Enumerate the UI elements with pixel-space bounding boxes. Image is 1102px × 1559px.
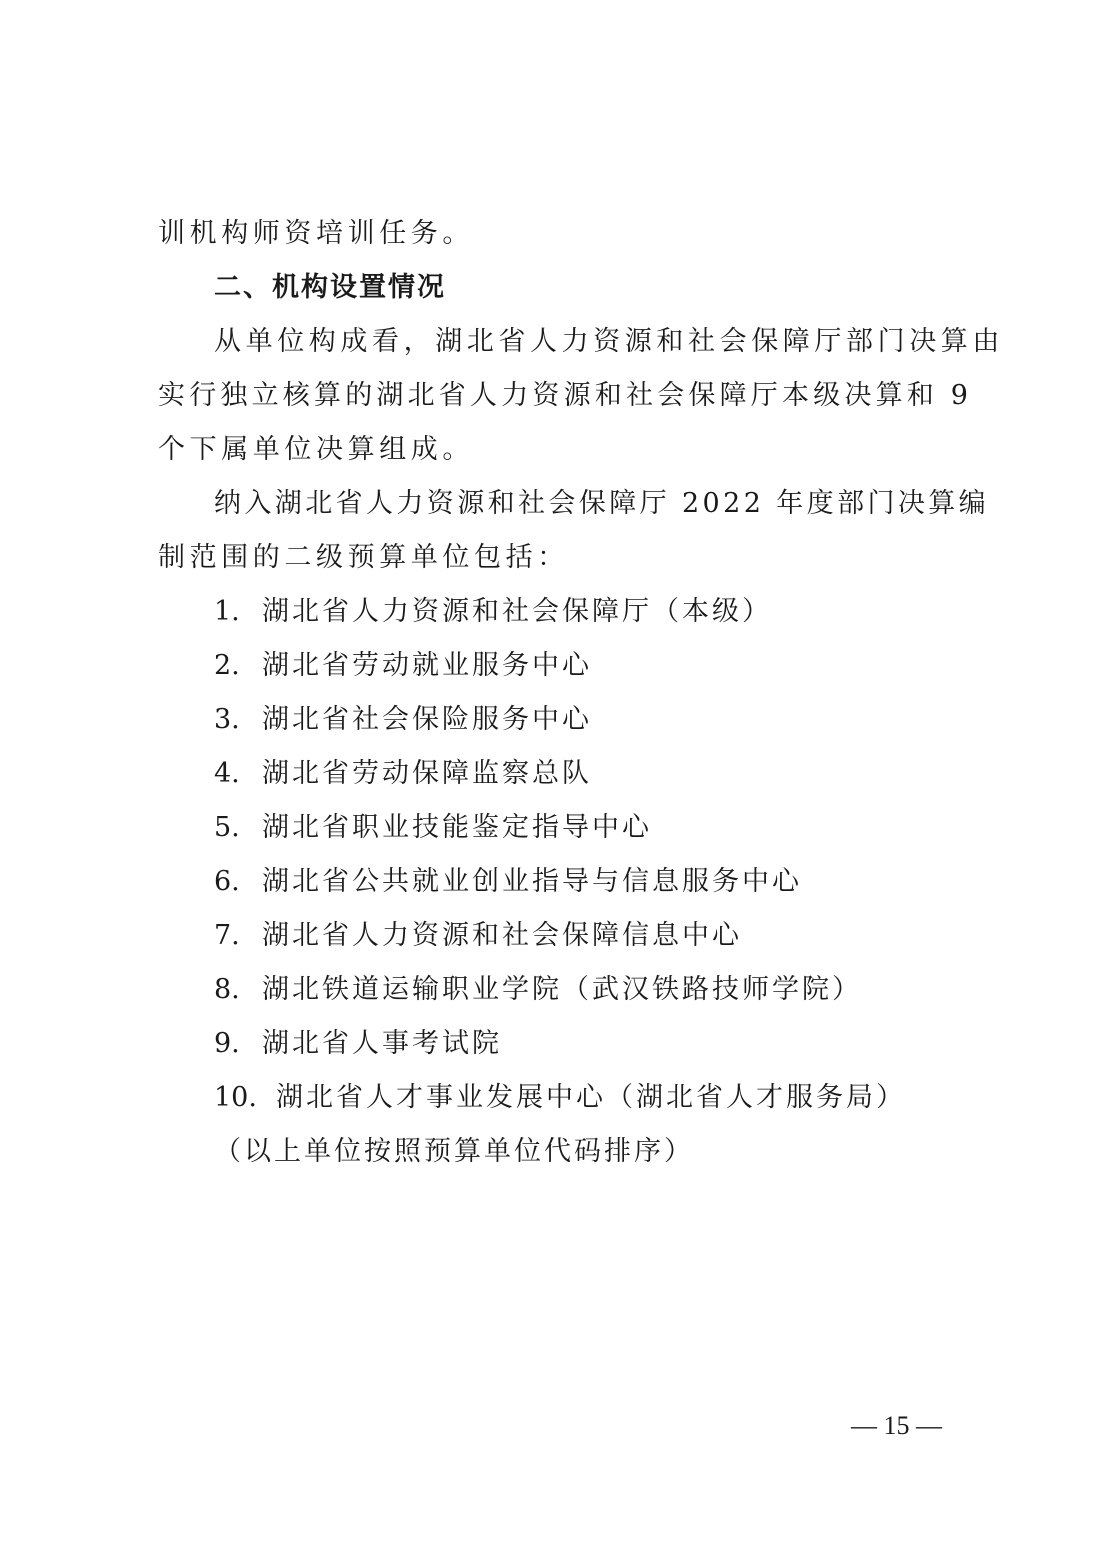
paragraph-line: 实行独立核算的湖北省人力资源和社会保障厅本级决算和 9 bbox=[158, 380, 973, 411]
list-item bbox=[214, 754, 592, 794]
list-item-number: 10. bbox=[214, 1082, 257, 1113]
list-item bbox=[214, 646, 592, 686]
list-item-label: 湖北省劳动保障监察总队 bbox=[262, 758, 592, 789]
list-item-number: 4. bbox=[214, 758, 240, 789]
list-item-label: 湖北省人才事业发展中心（湖北省人才服务局） bbox=[276, 1082, 906, 1113]
list-item bbox=[214, 970, 862, 1010]
list-item-label: 湖北省人事考试院 bbox=[262, 1028, 502, 1059]
paragraph-line: 制范围的二级预算单位包括： bbox=[158, 542, 569, 573]
list-item bbox=[214, 916, 742, 956]
list-item-number: 6. bbox=[214, 866, 240, 897]
paragraph-line: 从单位构成看，湖北省人力资源和社会保障厅部门决算由 bbox=[214, 326, 1004, 357]
paragraph-line: 纳入湖北省人力资源和社会保障厅 2022 年度部门决算编 bbox=[214, 488, 990, 519]
list-item-label: 湖北铁道运输职业学院（武汉铁路技师学院） bbox=[262, 974, 862, 1005]
list-item-number: 8. bbox=[214, 974, 240, 1005]
list-item-label: 湖北省职业技能鉴定指导中心 bbox=[262, 812, 652, 843]
list-item-label: 湖北省人力资源和社会保障厅（本级） bbox=[262, 596, 772, 627]
list-item bbox=[214, 700, 592, 740]
paragraph-continuation: 训机构师资培训任务。 bbox=[158, 218, 474, 249]
list-item bbox=[214, 808, 652, 848]
list-item bbox=[214, 862, 802, 902]
list-item-label: 湖北省人力资源和社会保障信息中心 bbox=[262, 920, 742, 951]
list-item-number: 2. bbox=[214, 650, 240, 681]
section-heading: 二、机构设置情况 bbox=[214, 272, 446, 303]
list-item-number: 1. bbox=[214, 596, 240, 627]
page-number: — 15 — bbox=[851, 1411, 942, 1440]
list-item bbox=[214, 1024, 502, 1064]
list-item-number: 3. bbox=[214, 704, 240, 735]
list-item bbox=[214, 592, 772, 632]
list-item-label: 湖北省劳动就业服务中心 bbox=[262, 650, 592, 681]
list-item bbox=[214, 1078, 906, 1118]
list-item-label: 湖北省公共就业创业指导与信息服务中心 bbox=[262, 866, 802, 897]
list-item-number: 5. bbox=[214, 812, 240, 843]
list-item-number: 9. bbox=[214, 1028, 240, 1059]
list-item-number: 7. bbox=[214, 920, 240, 951]
paragraph-line: 个下属单位决算组成。 bbox=[158, 434, 474, 465]
ordering-note: （以上单位按照预算单位代码排序） bbox=[214, 1136, 694, 1167]
list-item-label: 湖北省社会保险服务中心 bbox=[262, 704, 592, 735]
